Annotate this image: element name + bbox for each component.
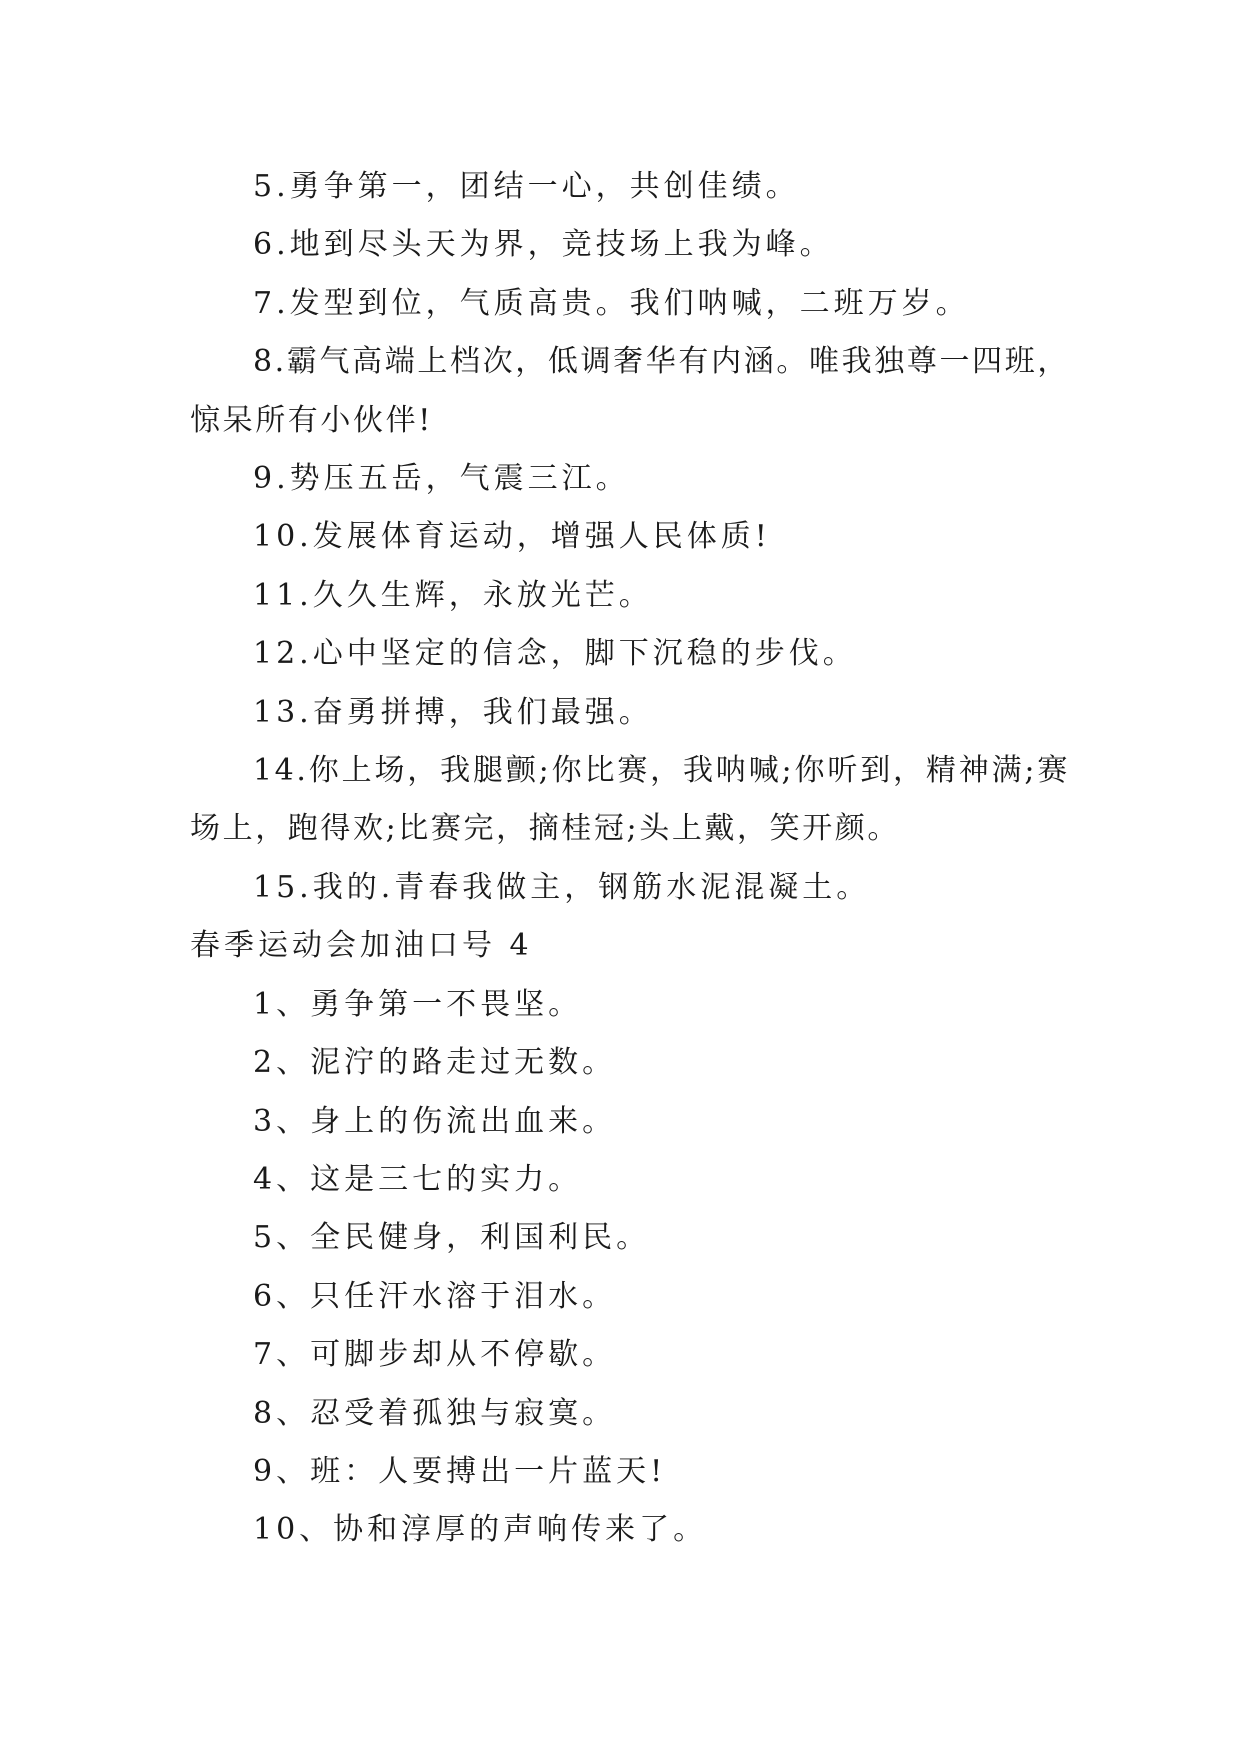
slogan-line-15: 15.我的.青春我做主，钢筋水泥混凝土。 — [253, 869, 871, 905]
list-item: 3、身上的伤流出血来。 — [253, 1103, 617, 1139]
slogan-line-7: 7.发型到位，气质高贵。我们呐喊，二班万岁。 — [253, 285, 970, 321]
document-body — [190, 158, 1070, 1560]
slogan-paragraph-8: 8.霸气高端上档次，低调奢华有内涵。唯我独尊一四班，惊呆所有小伙伴! — [190, 344, 1070, 438]
slogan-line-5: 5.勇争第一，团结一心，共创佳绩。 — [253, 169, 800, 204]
list-item: 5、全民健身，利国利民。 — [253, 1220, 651, 1256]
list-item: 8、忍受着孤独与寂寞。 — [253, 1395, 617, 1431]
list-item: 9、班：人要搏出一片蓝天! — [253, 1453, 667, 1489]
slogan-line-13: 13.奋勇拼搏，我们最强。 — [253, 694, 653, 730]
slogan-paragraph-14: 14.你上场，我腿颤;你比赛，我呐喊;你听到，精神满;赛场上，跑得欢;比赛完，摘桂冠;头上戴，笑开颜。 — [190, 753, 1070, 847]
list-item: 2、泥泞的路走过无数。 — [253, 1045, 617, 1081]
section-title: 春季运动会加油口号 4 — [190, 928, 533, 964]
slogan-line-10: 10.发展体育运动，增强人民体质! — [253, 519, 771, 555]
slogan-line-9: 9.势压五岳，气震三江。 — [253, 461, 630, 497]
list-item: 6、只任汗水溶于泪水。 — [253, 1278, 617, 1314]
slogan-line-6: 6.地到尽头天为界，竞技场上我为峰。 — [253, 227, 834, 263]
list-item: 4、这是三七的实力。 — [253, 1161, 583, 1197]
list-item: 7、可脚步却从不停歇。 — [253, 1337, 617, 1373]
slogan-line-12: 12.心中坚定的信念，脚下沉稳的步伐。 — [253, 636, 857, 672]
list-item: 10、协和淳厚的声响传来了。 — [253, 1512, 708, 1548]
list-item: 1、勇争第一不畏坚。 — [253, 986, 583, 1022]
slogan-line-11: 11.久久生辉，永放光芒。 — [253, 577, 653, 613]
